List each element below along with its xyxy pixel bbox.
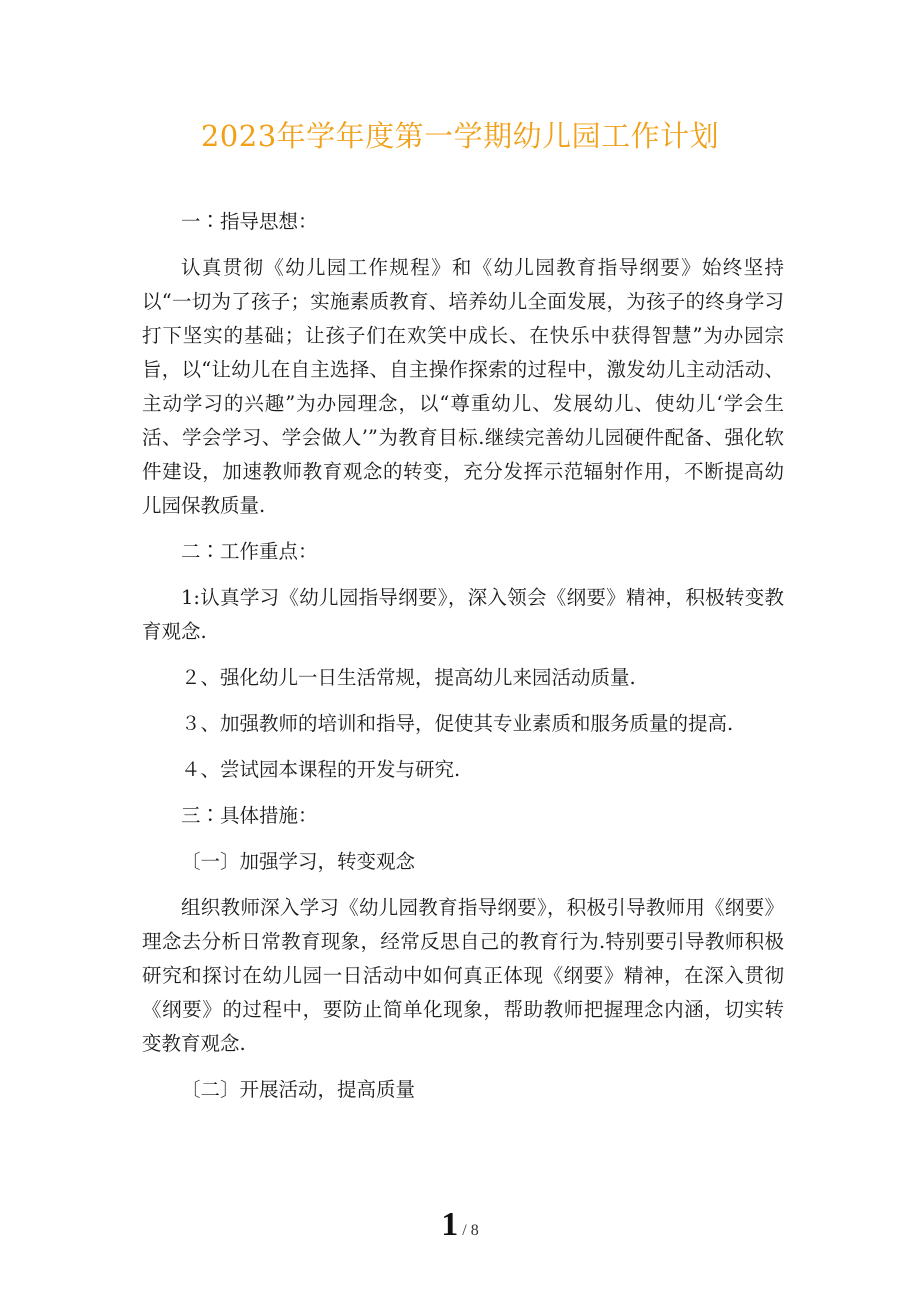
subheading-measure-1: 〔一〕加强学习，转变观念 <box>181 850 416 873</box>
page-total: / 8 <box>462 1222 479 1239</box>
subheading-measure-2: 〔二〕开展活动，提高质量 <box>181 1078 416 1101</box>
list-item-focus-2: ２、强化幼儿一日生活常规，提高幼儿来园活动质量. <box>181 666 636 689</box>
document-title: 2023年学年度第一学期幼儿园工作计划 <box>200 119 720 153</box>
page-footer <box>0 1206 920 1244</box>
section-heading-measures: 三∶具体措施： <box>181 804 318 827</box>
page-number: 1 <box>441 1206 459 1243</box>
list-item-focus-1: 1:认真学习《幼儿园指导纲要》，深入领会《纲要》精神，积极转变教育观念. <box>142 586 784 643</box>
section-heading-guiding-ideology: 一∶指导思想： <box>181 210 318 233</box>
document-body <box>142 205 784 1107</box>
section-heading-work-focus: 二∶工作重点： <box>181 540 318 563</box>
list-item-focus-3: ３、加强教师的培训和指导，促使其专业素质和服务质量的提高. <box>181 712 734 735</box>
list-item-focus-4: ４、尝试园本课程的开发与研究. <box>181 758 461 781</box>
paragraph-guiding-ideology: 认真贯彻《幼儿园工作规程》和《幼儿园教育指导纲要》始终坚持以“一切为了孩子；实施素质教育、培养幼儿全面发展，为孩子的终身学习打下坚实的基础；让孩子们在欢笑中成长、在快乐中获得智慧”为办园宗旨，以“让幼儿在自主选择、自主操作探索的过程中，激发幼儿主动活动、主动学习的兴趣”为办园理念，以“尊重幼儿、发展幼儿、使幼儿‘学会生活、学会学习、学会做人’”为教育目标.继续完善幼儿园硬件配备、强化软件建设，加速教师教育观念的转变，充分发挥示范辐射作用，不断提高幼儿园保教质量. <box>142 256 784 517</box>
paragraph-measure-1: 组织教师深入学习《幼儿园教育指导纲要》，积极引导教师用《纲要》理念去分析日常教育现象，经常反思自己的教育行为.特别要引导教师积极研究和探讨在幼儿园一日活动中如何真正体现《纲要》精神，在深入贯彻《纲要》的过程中，要防止简单化现象，帮助教师把握理念内涵，切实转变教育观念. <box>142 896 784 1055</box>
